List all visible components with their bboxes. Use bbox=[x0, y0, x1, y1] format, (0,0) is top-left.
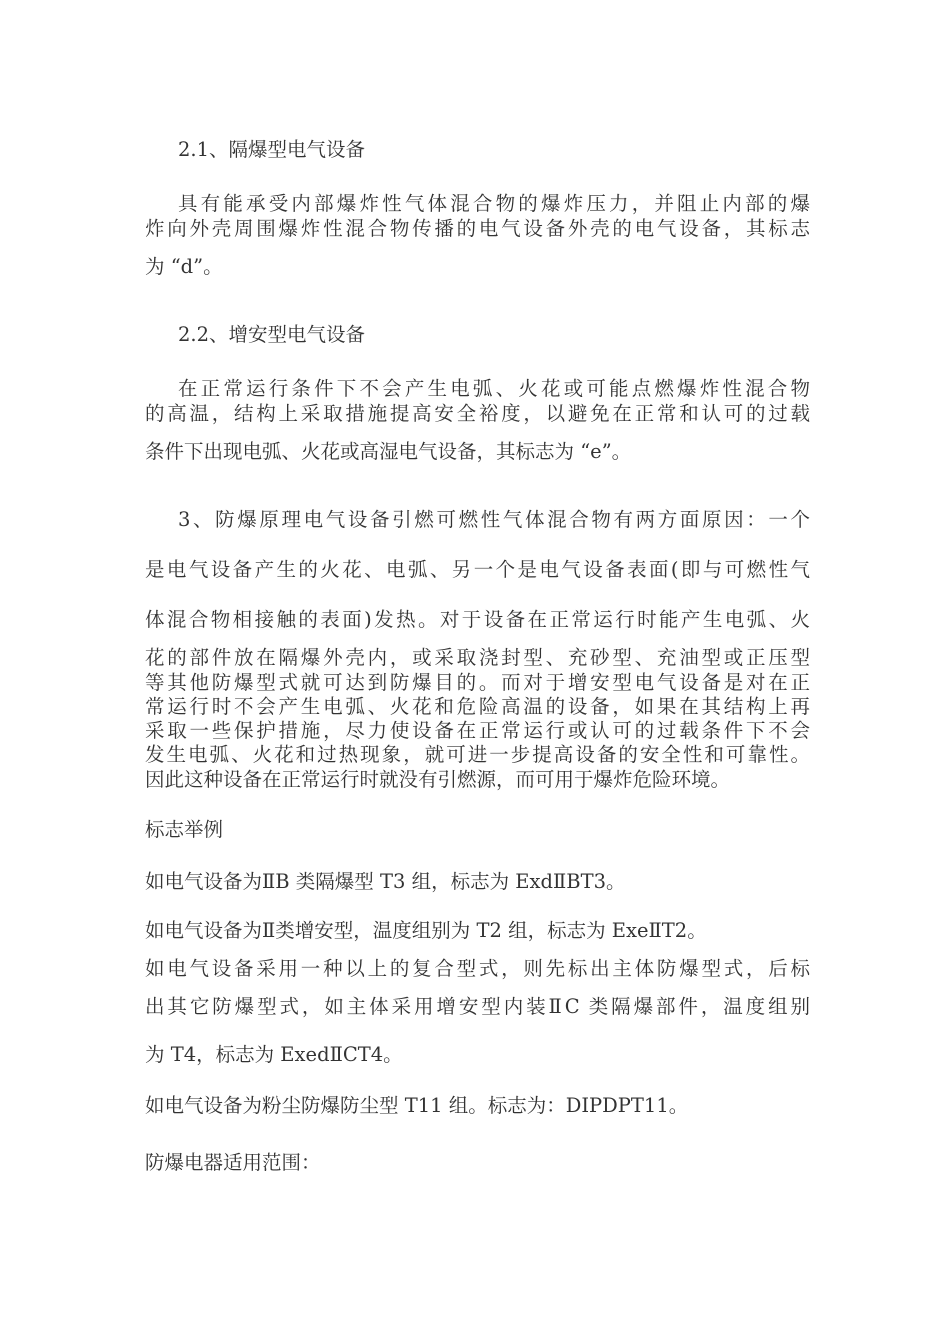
paragraph-line: 条件下出现电弧、火花或高湿电气设备，其标志为 “e”。 bbox=[145, 440, 632, 463]
example-line: 如电气设备为ⅡB 类隔爆型 T3 组，标志为 ExdⅡBT3。 bbox=[145, 870, 626, 893]
paragraph-line: 因此这种设备在正常运行时就没有引燃源，而可用于爆炸危险环境。 bbox=[145, 768, 731, 791]
paragraph-line: 发生电弧、火花和过热现象，就可进一步提高设备的安全性和可靠性。 bbox=[145, 743, 810, 766]
example-line: 出其它防爆型式，如主体采用增安型内装ⅡC 类隔爆部件，温度组别 bbox=[145, 995, 810, 1018]
paragraph-line: 3、防爆原理电气设备引燃可燃性气体混合物有两方面原因：一个 bbox=[178, 508, 810, 531]
paragraph-line: 是电气设备产生的火花、电弧、另一个是电气设备表面(即与可燃性气 bbox=[145, 558, 810, 581]
paragraph-line: 体混合物相接触的表面)发热。对于设备在正常运行时能产生电弧、火 bbox=[145, 608, 810, 631]
paragraph-line: 的高温，结构上采取措施提高安全裕度，以避免在正常和认可的过载 bbox=[145, 402, 810, 425]
examples-heading: 标志举例 bbox=[145, 818, 224, 841]
paragraph-line: 等其他防爆型式就可达到防爆目的。而对于增安型电气设备是对在正 bbox=[145, 671, 810, 694]
paragraph-line: 炸向外壳周围爆炸性混合物传播的电气设备外壳的电气设备，其标志 bbox=[145, 217, 810, 240]
paragraph-line: 具有能承受内部爆炸性气体混合物的爆炸压力，并阻止内部的爆 bbox=[178, 192, 810, 215]
example-line: 如电气设备为粉尘防爆防尘型 T11 组。标志为：DIPDPT11。 bbox=[145, 1094, 689, 1117]
scope-heading: 防爆电器适用范围： bbox=[145, 1151, 321, 1174]
example-line: 如电气设备为Ⅱ类增安型，温度组别为 T2 组，标志为 ExeⅡT2。 bbox=[145, 919, 707, 942]
section-2-1-heading: 2.1、隔爆型电气设备 bbox=[178, 138, 366, 161]
paragraph-line: 在正常运行条件下不会产生电弧、火花或可能点燃爆炸性混合物 bbox=[178, 377, 810, 400]
section-2-2-heading: 2.2、增安型电气设备 bbox=[178, 323, 366, 346]
example-line: 如电气设备采用一种以上的复合型式，则先标出主体防爆型式，后标 bbox=[145, 957, 810, 980]
paragraph-line: 花的部件放在隔爆外壳内，或采取浇封型、充砂型、充油型或正压型 bbox=[145, 646, 810, 669]
paragraph-line: 采取一些保护措施，尽力使设备在正常运行或认可的过载条件下不会 bbox=[145, 719, 810, 742]
example-line: 为 T4，标志为 ExedⅡCT4。 bbox=[145, 1043, 403, 1066]
paragraph-line: 为 “d”。 bbox=[145, 255, 223, 278]
paragraph-line: 常运行时不会产生电弧、火花和危险高温的设备，如果在其结构上再 bbox=[145, 695, 810, 718]
